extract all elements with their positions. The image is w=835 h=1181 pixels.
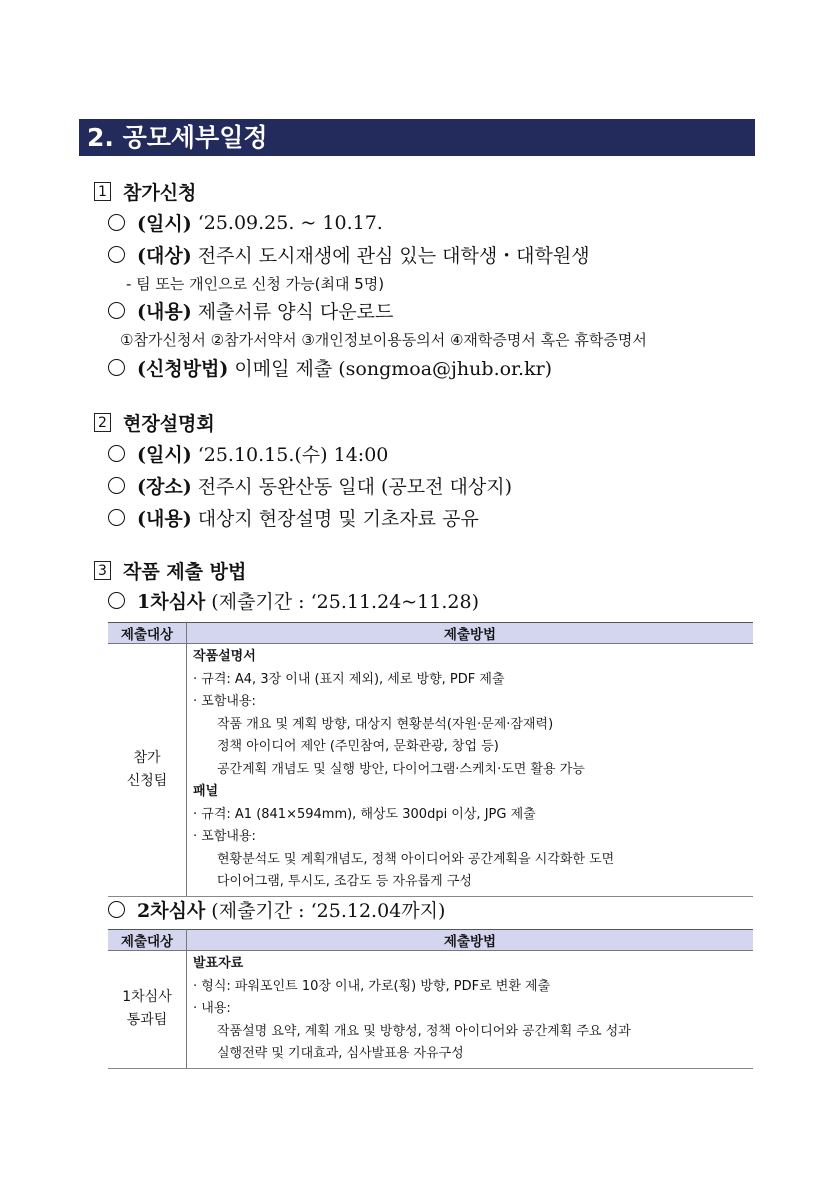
- circle-bullet-icon: [108, 214, 125, 231]
- item-text: 전주시 도시재생에 관심 있는 대학생・대학원생: [197, 245, 590, 267]
- target-line: 참가: [133, 749, 161, 766]
- method-heading: 작품설명서: [193, 649, 256, 664]
- circle-bullet-icon: [108, 445, 125, 462]
- item-text: 제출서류 양식 다운로드: [197, 301, 394, 323]
- schedule-item: [108, 209, 383, 236]
- circle-bullet-icon: [108, 509, 125, 526]
- review-round-2: [108, 896, 445, 923]
- item-label: (일시): [137, 213, 192, 235]
- section-2-heading: [94, 409, 215, 436]
- schedule-item: [108, 504, 479, 531]
- item-text: 대상지 현장설명 및 기초자료 공유: [197, 508, 479, 530]
- review-round-1: [108, 587, 479, 614]
- method-line: 작품설명 요약, 계획 개요 및 방향성, 정책 아이디어와 공간계획 주요 성과: [217, 1023, 631, 1039]
- item-label: (일시): [137, 444, 192, 466]
- method-line: 현황분석도 및 계획개념도, 정책 아이디어와 공간계획을 시각화한 도면: [217, 851, 615, 867]
- circle-bullet-icon: [108, 477, 125, 494]
- target-line: 1차심사: [122, 989, 172, 1006]
- method-line: 작품 개요 및 계획 방향, 대상지 현황분석(자원·문제·잠재력): [217, 716, 554, 732]
- method-line: 정책 아이디어 제안 (주민참여, 문화관광, 창업 등): [217, 739, 499, 754]
- method-line: · 규격: A1 (841×594mm), 해상도 300dpi 이상, JPG 제출: [193, 806, 536, 822]
- item-text: (제출기간 : ‘25.12.04까지): [211, 900, 446, 922]
- section-number-box: 2: [94, 413, 111, 432]
- target-line: 신청팀: [126, 772, 168, 789]
- item-text: ‘25.10.15.(수) 14:00: [197, 444, 389, 466]
- item-label: (신청방법): [137, 358, 229, 380]
- schedule-item: [108, 472, 512, 499]
- col-header-target: 제출대상: [108, 623, 187, 644]
- item-label: 2차심사: [137, 900, 206, 922]
- item-label: (내용): [137, 301, 192, 323]
- method-heading: 패널: [193, 784, 219, 799]
- col-header-target: 제출대상: [108, 930, 187, 951]
- schedule-item: [108, 297, 393, 324]
- col-header-method: 제출방법: [187, 930, 754, 951]
- item-text: 이메일 제출 (songmoa@jhub.or.kr): [234, 358, 553, 380]
- section-number-box: 1: [94, 182, 111, 201]
- section-number-box: 3: [94, 561, 111, 580]
- circle-bullet-icon: [108, 359, 125, 376]
- schedule-item: [108, 241, 590, 268]
- method-heading: 발표자료: [193, 956, 244, 971]
- item-label: (내용): [137, 508, 192, 530]
- item-note: ①참가신청서 ②참가서약서 ③개인정보이용동의서 ④재학증명서 혹은 휴학증명서: [120, 331, 647, 349]
- method-line: · 내용:: [193, 1001, 231, 1016]
- col-header-method: 제출방법: [187, 623, 754, 644]
- round-1-table: [108, 622, 753, 897]
- target-line: 통과팀: [126, 1012, 168, 1029]
- section-3-heading: [94, 557, 246, 584]
- section-title: 현장설명회: [123, 413, 215, 435]
- method-line: · 규격: A4, 3장 이내 (표지 제외), 세로 방향, PDF 제출: [193, 671, 505, 687]
- method-cell: [187, 644, 754, 897]
- method-line: · 포함내용:: [193, 829, 256, 844]
- method-line: 실행전략 및 기대효과, 심사발표용 자유구성: [217, 1046, 464, 1061]
- section-title: 참가신청: [123, 182, 197, 204]
- item-label: 1차심사: [137, 591, 206, 613]
- section-1-heading: [94, 178, 196, 205]
- item-text: ‘25.09.25. ~ 10.17.: [197, 211, 383, 234]
- method-line: 공간계획 개념도 및 실행 방안, 다이어그램·스케치·도면 활용 가능: [217, 761, 585, 777]
- round-2-table: [108, 929, 753, 1069]
- item-text: 전주시 동완산동 일대 (공모전 대상지): [197, 476, 512, 498]
- schedule-item: [108, 354, 552, 381]
- method-cell: [187, 951, 754, 1069]
- method-line: 다이어그램, 투시도, 조감도 등 자유롭게 구성: [217, 874, 472, 889]
- circle-bullet-icon: [108, 302, 125, 319]
- circle-bullet-icon: [108, 901, 125, 918]
- circle-bullet-icon: [108, 592, 125, 609]
- section-title: 작품 제출 방법: [123, 561, 247, 583]
- item-label: (장소): [137, 476, 192, 498]
- item-label: (대상): [137, 245, 192, 267]
- item-text: (제출기간 : ‘25.11.24~11.28): [211, 591, 479, 613]
- method-line: · 형식: 파워포인트 10장 이내, 가로(횡) 방향, PDF로 변환 제출: [193, 978, 551, 994]
- item-note: - 팀 또는 개인으로 신청 가능(최대 5명): [126, 275, 385, 293]
- target-cell: [108, 951, 187, 1069]
- target-cell: [108, 644, 187, 897]
- method-line: · 포함내용:: [193, 694, 256, 709]
- circle-bullet-icon: [108, 246, 125, 263]
- section-banner: 2. 공모세부일정: [79, 119, 755, 156]
- schedule-item: [108, 440, 388, 467]
